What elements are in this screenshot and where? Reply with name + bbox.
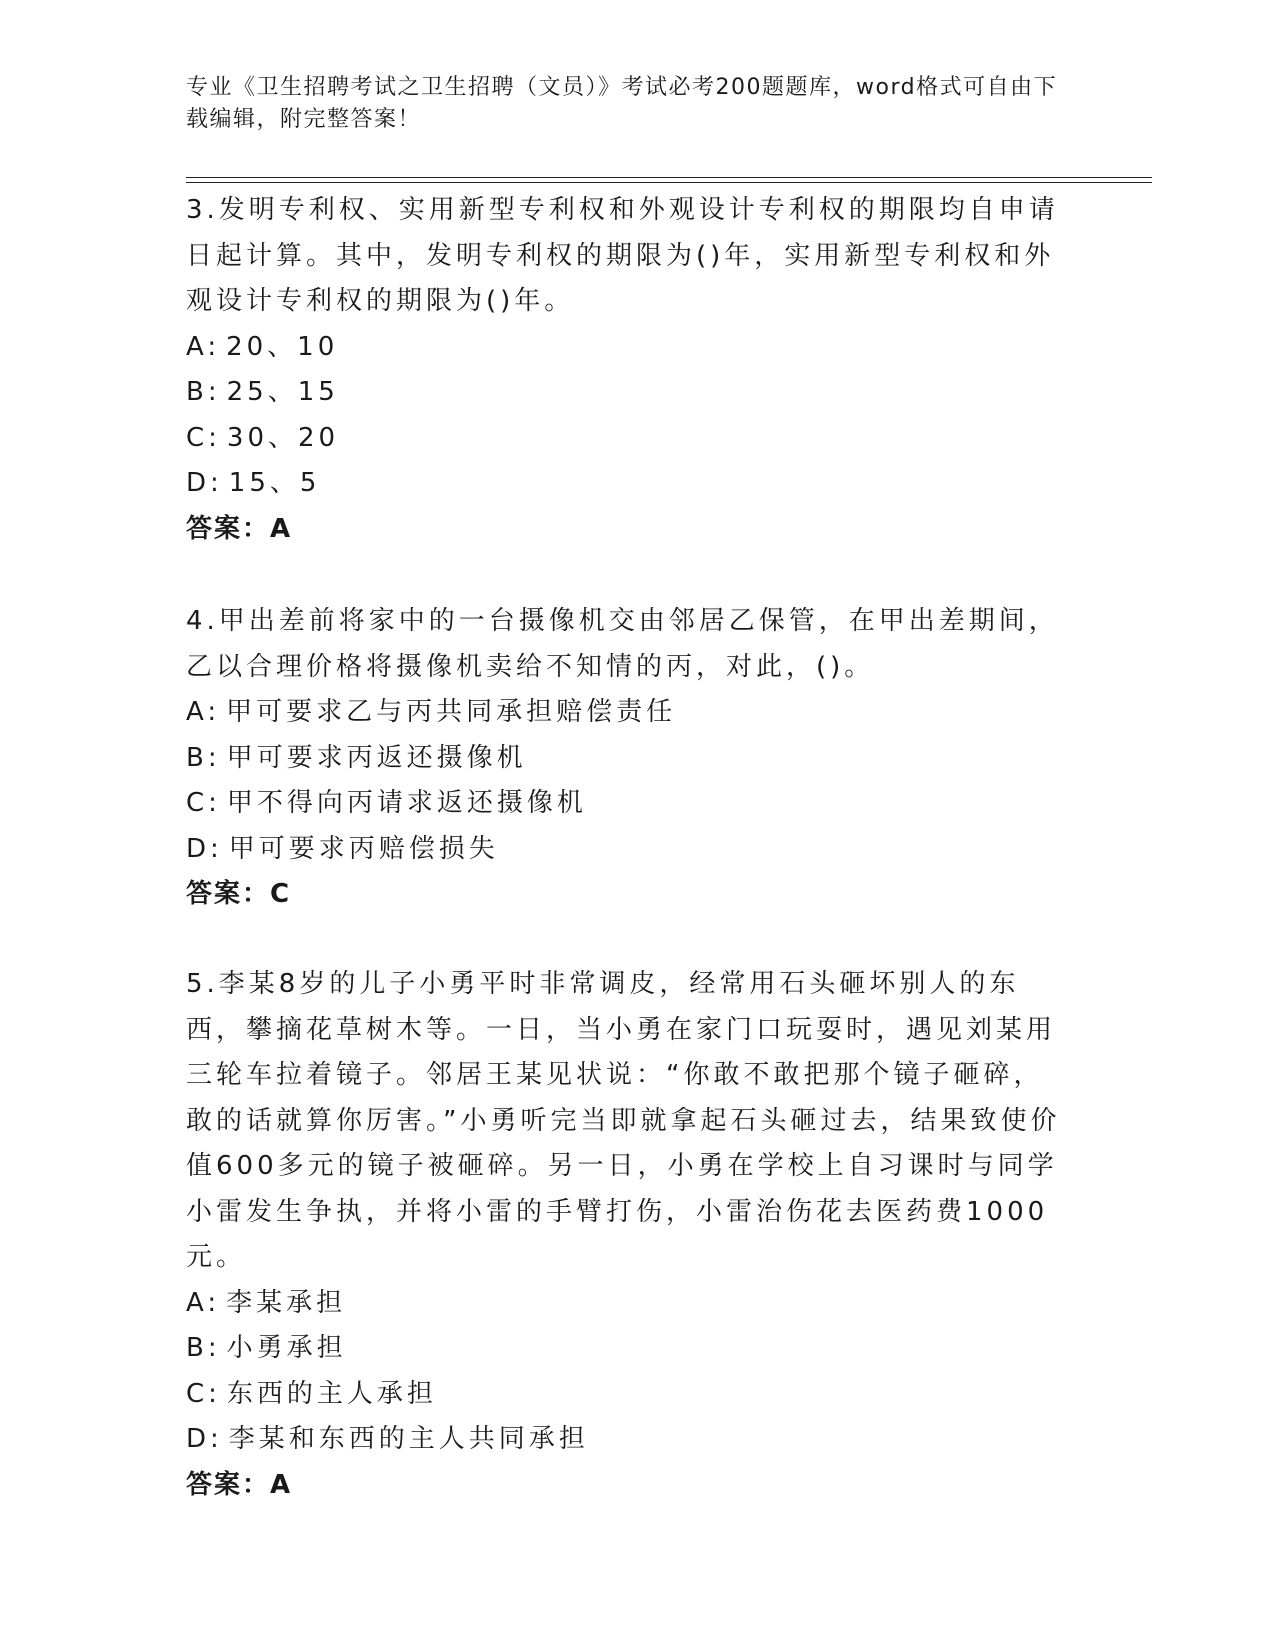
option-letter: C: [186, 1378, 221, 1409]
option-letter: D: [186, 1424, 223, 1454]
option-d [186, 827, 1066, 873]
option-d [186, 461, 1066, 507]
option-text: 李某承担 [226, 1287, 347, 1318]
option-letter: B: [186, 377, 221, 407]
option-a [186, 1281, 1066, 1327]
option-letter: A: [186, 697, 221, 727]
option-a [186, 325, 1066, 371]
option-c [186, 1372, 1066, 1418]
question-3 [186, 188, 1066, 552]
option-c [186, 781, 1066, 827]
option-text: 20、10 [226, 331, 339, 362]
option-text: 小勇承担 [226, 1333, 347, 1363]
question-4 [186, 599, 1066, 918]
option-c [186, 416, 1066, 462]
header-divider-top [186, 177, 1152, 178]
option-text: 甲可要求乙与丙共同承担赔偿责任 [226, 697, 677, 727]
page-header: 专业《卫生招聘考试之卫生招聘（文员）》考试必考200题题库，word格式可自由下载编辑，附完整答案！ [186, 75, 1058, 132]
question-stem: 3.发明专利权、实用新型专利权和外观设计专利权的期限均自申请日起计算。其中，发明专利权的期限为()年，实用新型专利权和外观设计专利权的期限为()年。 [186, 195, 1059, 316]
option-text: 甲可要求丙赔偿损失 [228, 833, 499, 864]
question-stem: 4.甲出差前将家中的一台摄像机交由邻居乙保管，在甲出差期间，乙以合理价格将摄像机卖给不知情的丙，对此，()。 [186, 606, 1059, 682]
option-a [186, 690, 1066, 736]
option-d [186, 1417, 1066, 1463]
option-letter: D: [186, 833, 223, 864]
question-5 [186, 962, 1066, 1508]
option-text: 甲可要求丙返还摄像机 [226, 742, 527, 773]
answer-line: 答案：A [186, 1469, 293, 1500]
option-b [186, 736, 1066, 782]
option-text: 25、15 [226, 377, 339, 407]
option-letter: A: [186, 1287, 221, 1318]
option-b [186, 1326, 1066, 1372]
option-text: 甲不得向丙请求返还摄像机 [226, 788, 587, 818]
option-letter: B: [186, 1333, 221, 1363]
option-letter: C: [186, 788, 221, 818]
option-b [186, 370, 1066, 416]
answer-line: 答案：C [186, 879, 292, 909]
option-text: 东西的主人承担 [226, 1378, 437, 1409]
option-letter: C: [186, 422, 221, 453]
option-text: 李某和东西的主人共同承担 [228, 1424, 589, 1454]
option-text: 30、20 [226, 422, 340, 453]
option-letter: D: [186, 468, 223, 498]
option-letter: A: [186, 331, 221, 362]
answer-line: 答案：A [186, 513, 293, 544]
option-letter: B: [186, 742, 221, 773]
header-divider-bottom [186, 182, 1152, 183]
option-text: 15、5 [228, 468, 321, 498]
question-stem: 5.李某8岁的儿子小勇平时非常调皮，经常用石头砸坏别人的东西，攀摘花草树木等。一日，当小勇在家门口玩耍时，遇见刘某用三轮车拉着镜子。邻居王某见状说：“你敢不敢把那个镜子砸碎，敢的话就算你厉害。”小勇听完当即就拿起石头砸过去，结果致使价值600多元的镜子被砸碎。另一日，小勇在学校上自习课时与同学小雷发生争执，并将小雷的手臂打伤，小雷治伤花去医药费1000元。 [186, 969, 1061, 1272]
